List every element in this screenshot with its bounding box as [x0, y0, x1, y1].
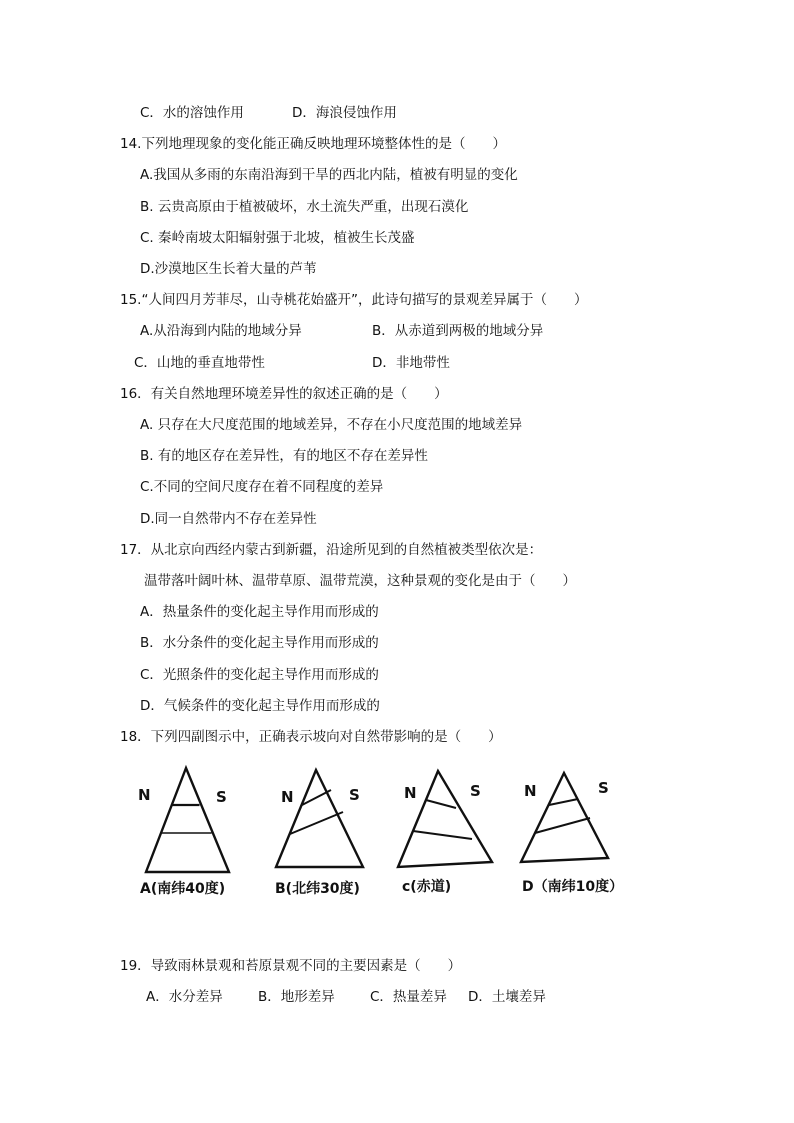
figure-d-caption: D（南纬10度） [522, 879, 624, 895]
q15-option-c: C．山地的垂直地带性 [134, 355, 265, 371]
q14-option-b: B. 云贵高原由于植被破坏，水土流失严重，出现石漠化 [140, 199, 469, 215]
q14-stem: 14.下列地理现象的变化能正确反映地理环境整体性的是（ ） [120, 136, 506, 152]
q17-stem: 17．从北京向西经内蒙古到新疆，沿途所见到的自然植被类型依次是： [120, 542, 543, 558]
q15-stem: 15.“人间四月芳菲尽，山寺桃花始盛开”，此诗句描写的景观差异属于（ ） [120, 292, 588, 308]
figure-b-caption: B(北纬30度) [275, 881, 360, 897]
q13-option-c: C．水的溶蚀作用 [140, 105, 244, 121]
q14-option-d: D.沙漠地区生长着大量的芦苇 [140, 261, 317, 277]
figure-a-n-label: N [138, 786, 151, 804]
q14-option-c: C. 秦岭南坡太阳辐射强于北坡，植被生长茂盛 [140, 230, 415, 246]
figure-b-s-label: S [349, 786, 360, 804]
figure-a-s-label: S [216, 788, 227, 806]
figure-c-band-line [413, 831, 472, 839]
q15-option-a: A.从沿海到内陆的地域分异 [140, 323, 302, 339]
q17-option-c: C．光照条件的变化起主导作用而形成的 [140, 667, 379, 683]
q13-option-d: D．海浪侵蚀作用 [292, 105, 397, 121]
q18-stem: 18．下列四副图示中，正确表示坡向对自然带影响的是（ ） [120, 729, 502, 745]
figure-a-triangle [146, 768, 229, 872]
q19-option-c: C．热量差异 [370, 989, 447, 1005]
figure-b [275, 770, 363, 897]
q15-option-d: D．非地带性 [372, 355, 450, 371]
q19-option-b: B．地形差异 [258, 989, 335, 1005]
q19-stem: 19．导致雨林景观和苔原景观不同的主要因素是（ ） [120, 958, 462, 974]
figure-c-s-label: S [470, 782, 481, 800]
figure-d-band-line [549, 799, 578, 805]
figure-d-n-label: N [524, 782, 537, 800]
figure-a-caption: A(南纬40度) [140, 881, 226, 897]
q17-stem-continued: 温带落叶阔叶林、温带草原、温带荒漠，这种景观的变化是由于（ ） [144, 573, 576, 589]
figure-d-s-label: S [598, 779, 609, 797]
figure-b-n-label: N [281, 788, 294, 806]
figure-c [398, 771, 492, 895]
figure-c-n-label: N [404, 784, 417, 802]
q16-option-d: D.同一自然带内不存在差异性 [140, 511, 317, 527]
q19-option-d: D．土壤差异 [468, 989, 546, 1005]
figure-c-band-line [426, 800, 456, 808]
q15-option-b: B．从赤道到两极的地域分异 [372, 323, 544, 339]
q16-option-a: A. 只存在大尺度范围的地域差异，不存在小尺度范围的地域差异 [140, 417, 523, 433]
q16-stem: 16．有关自然地理环境差异性的叙述正确的是（ ） [120, 386, 448, 402]
figure-b-triangle [276, 770, 363, 867]
q17-option-a: A．热量条件的变化起主导作用而形成的 [140, 604, 379, 620]
figure-d [521, 773, 623, 895]
q16-option-c: C.不同的空间尺度存在着不同程度的差异 [140, 479, 384, 495]
figure-c-caption: c(赤道) [402, 879, 452, 895]
q17-option-b: B．水分条件的变化起主导作用而形成的 [140, 635, 379, 651]
q16-option-b: B. 有的地区存在差异性，有的地区不存在差异性 [140, 448, 428, 464]
q14-option-a: A.我国从多雨的东南沿海到干旱的西北内陆，植被有明显的变化 [140, 167, 518, 183]
q19-option-a: A．水分差异 [146, 989, 223, 1005]
figure-d-band-line [535, 818, 590, 833]
figure-a [138, 768, 229, 897]
q17-option-d: D．气候条件的变化起主导作用而形成的 [140, 698, 380, 714]
